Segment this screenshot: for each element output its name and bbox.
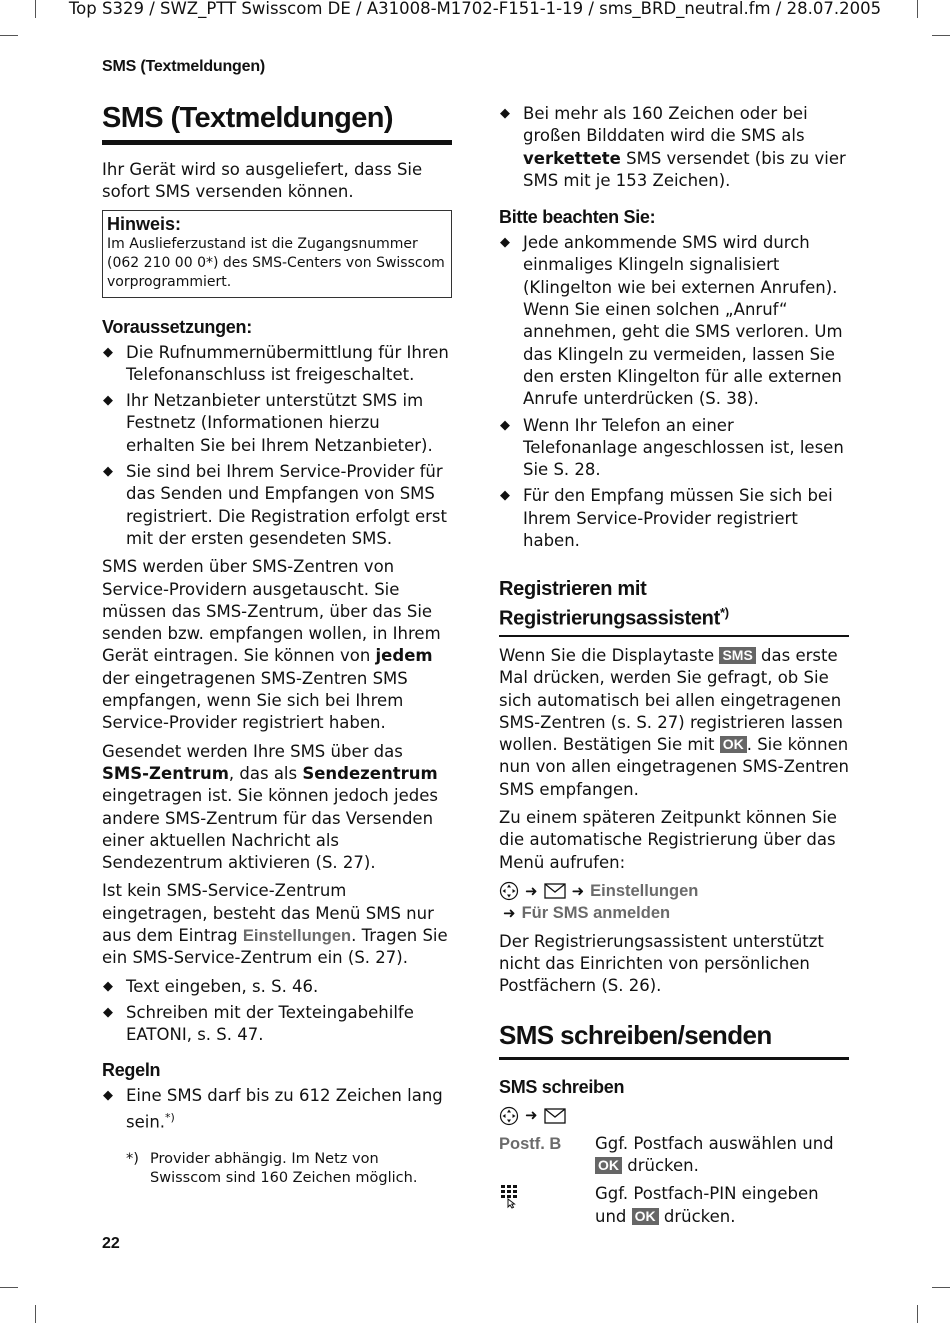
diamond-bullet-icon: ◆ — [103, 464, 113, 480]
list-item: ◆ Schreiben mit der Texteingabehilfe EATONI, s. S. 47. — [103, 1002, 414, 1045]
crop-mark — [0, 1287, 18, 1288]
diamond-bullet-icon: ◆ — [103, 1004, 113, 1020]
note-text: Im Auslieferzustand ist die Zugangsnummer (062 210 00 0*) des SMS-Centers von Swisscom vorprogrammiert. — [107, 235, 445, 290]
crop-mark — [0, 35, 18, 36]
list-item: ◆ Sie sind bei Ihrem Service-Provider für das Senden und Empfangen von SMS registriert. Die Registration erfolgt erst mit der ersten gesendeten SMS. — [103, 462, 448, 548]
diamond-bullet-icon: ◆ — [103, 344, 113, 360]
ok-key-badge: OK — [595, 1157, 622, 1174]
arrow-right-icon: ➜ — [525, 881, 538, 900]
right-column — [499, 103, 849, 1234]
menu-ref-register-sms: Für SMS anmelden — [521, 904, 671, 923]
section-title-write-send: SMS schreiben/senden — [499, 1017, 849, 1060]
crop-mark — [917, 1305, 918, 1323]
menu-ref-settings: Einstellungen — [242, 927, 352, 946]
list-item: ◆ Jede ankommende SMS wird durch einmaliges Klingeln signalisiert (Klingelton wie bei externen Anrufen). Wenn Sie einen solchen „Anruf“ annehmen, geht die SMS verloren. Um das Klingeln zu vermeiden, lassen Sie den ersten Klingelton für alle externen Anrufe unterdrücken (S. 38). — [500, 233, 843, 409]
register-note-paragraph: Der Registrierungsassistent unterstützt nicht das Einrichten von persönlichen Postfächern (S. 26). — [499, 931, 824, 996]
document-header: Top S329 / SWZ_PTT Swisscom DE / A31008-M1702-F151-1-19 / sms_BRD_neutral.fm / 28.07.2005 — [68, 0, 882, 18]
step-row — [499, 1133, 849, 1178]
register-paragraph: Wenn Sie die Displaytaste SMS das erste Mal drücken, werden Sie gefragt, ob Sie sich automatisch bei allen eingetragenen SMS-Zentren (s. S. 27) registrieren lassen wollen. Bestätigen Sie mit OK . Sie können nun von allen eingetragenen SMS-Zentren SMS empfangen. — [499, 646, 849, 799]
list-item: ◆ Die Rufnummernübermittlung für Ihren Telefonanschluss ist freigeschaltet. — [103, 342, 449, 384]
envelope-icon — [544, 883, 566, 899]
nav-key-icon — [499, 881, 519, 901]
diamond-bullet-icon: ◆ — [500, 488, 510, 504]
footnote: *) Provider abhängig. Im Netz von Swisscom sind 160 Zeichen möglich. — [126, 1150, 418, 1187]
arrow-right-icon: ➜ — [503, 904, 516, 923]
menu-path — [499, 880, 849, 925]
step-desc: Ggf. Postfach auswählen und OK drücken. — [595, 1133, 834, 1176]
prereq-heading: Voraussetzungen: — [102, 316, 252, 337]
list-item: ◆ Für den Empfang müssen Sie sich bei Ihrem Service-Provider registriert haben. — [500, 486, 833, 551]
ok-key-badge: OK — [720, 736, 747, 753]
diamond-bullet-icon: ◆ — [103, 978, 113, 994]
note-box — [102, 210, 452, 298]
envelope-icon — [544, 1108, 566, 1124]
register-menu-paragraph: Zu einem späteren Zeitpunkt können Sie die automatische Registrierung über das Menü aufrufen: — [499, 808, 837, 872]
step-term-keypad — [499, 1183, 595, 1228]
ok-key-badge: OK — [632, 1208, 659, 1225]
keypad-icon — [499, 1183, 521, 1209]
step-desc: Ggf. Postfach-PIN eingeben und OK drücken. — [595, 1184, 819, 1226]
list-item: ◆ Ihr Netzanbieter unterstützt SMS im Festnetz (Informationen hierzu erhalten Sie bei Ihrem Netzanbieter). — [103, 391, 433, 455]
page-title: SMS (Textmeldungen) — [102, 100, 452, 145]
diamond-bullet-icon: ◆ — [103, 1087, 113, 1103]
list-item: ◆ Eine SMS darf bis zu 612 Zeichen lang sein.*) — [103, 1085, 443, 1132]
left-column — [102, 100, 452, 1189]
arrow-right-icon: ➜ — [525, 1106, 538, 1125]
write-sms-heading: SMS schreiben — [499, 1077, 625, 1098]
step-list — [499, 1133, 849, 1228]
diamond-bullet-icon: ◆ — [103, 393, 113, 409]
nav-key-icon — [499, 1106, 519, 1126]
step-row — [499, 1183, 849, 1228]
crop-mark — [932, 1287, 950, 1288]
diamond-bullet-icon: ◆ — [500, 106, 510, 121]
attention-heading: Bitte beachten Sie: — [499, 207, 656, 228]
list-item: ◆ Text eingeben, s. S. 46. — [102, 976, 452, 998]
sms-key-badge: SMS — [719, 647, 755, 664]
rules-list — [102, 1085, 452, 1134]
text-input-list — [102, 976, 452, 1047]
menu-ref-einstellungen: Einstellungen — [590, 881, 699, 900]
note-title: Hinweis: — [107, 213, 182, 234]
footnote-mark: *) — [126, 1150, 139, 1167]
crop-mark — [35, 1305, 36, 1323]
send-center-paragraph: Gesendet werden Ihre SMS über das SMS-Zentrum, das als Sendezentrum eingetragen ist. Sie können jedoch jedes andere SMS-Zentrum für das Versenden einer aktuellen Nachricht als Sendezentrum aktivieren (S. 27). — [102, 741, 438, 873]
running-head: SMS (Textmeldungen) — [102, 58, 266, 75]
list-item: ◆ Bei mehr als 160 Zeichen oder bei großen Bilddaten wird die SMS als verkettete SMS versendet (bis zu vier SMS mit je 153 Zeichen). — [500, 104, 846, 190]
diamond-bullet-icon: ◆ — [500, 417, 510, 433]
rules-list-continued — [499, 103, 849, 192]
sms-center-paragraph: SMS werden über SMS-Zentren von Service-Providern ausgetauscht. Sie müssen das SMS-Zentrum, über das Sie senden bzw. empfangen wollen, in Ihrem Gerät eintragen. Sie können von jedem der eingetragenen SMS-Zentren SMS empfangen, wenn Sie sich bei Ihrem Service-Provider registriert haben. — [102, 557, 441, 733]
page-number: 22 — [102, 1235, 120, 1252]
write-menu-path — [499, 1104, 849, 1126]
list-item: ◆ Wenn Ihr Telefon an einer Telefonanlage angeschlossen ist, lesen Sie S. 28. — [500, 415, 844, 480]
prereq-list — [102, 342, 452, 551]
attention-list — [499, 232, 849, 552]
diamond-bullet-icon: ◆ — [500, 235, 510, 251]
arrow-right-icon: ➜ — [571, 881, 585, 900]
rules-heading: Regeln — [102, 1059, 161, 1080]
register-heading: Registrieren mit Registrierungsassistent*) — [499, 578, 849, 637]
menu-path-line2 — [499, 902, 849, 924]
step-term-mailbox: Postf. B — [499, 1134, 562, 1153]
crop-mark — [932, 35, 950, 36]
intro-text: Ihr Gerät wird so ausgeliefert, dass Sie sofort SMS versenden können. — [102, 160, 423, 202]
no-center-paragraph: Ist kein SMS-Service-Zentrum eingetragen, besteht das Menü SMS nur aus dem Eintrag Einstellungen. Tragen Sie ein SMS-Service-Zentrum ein (S. 27). — [102, 881, 448, 968]
